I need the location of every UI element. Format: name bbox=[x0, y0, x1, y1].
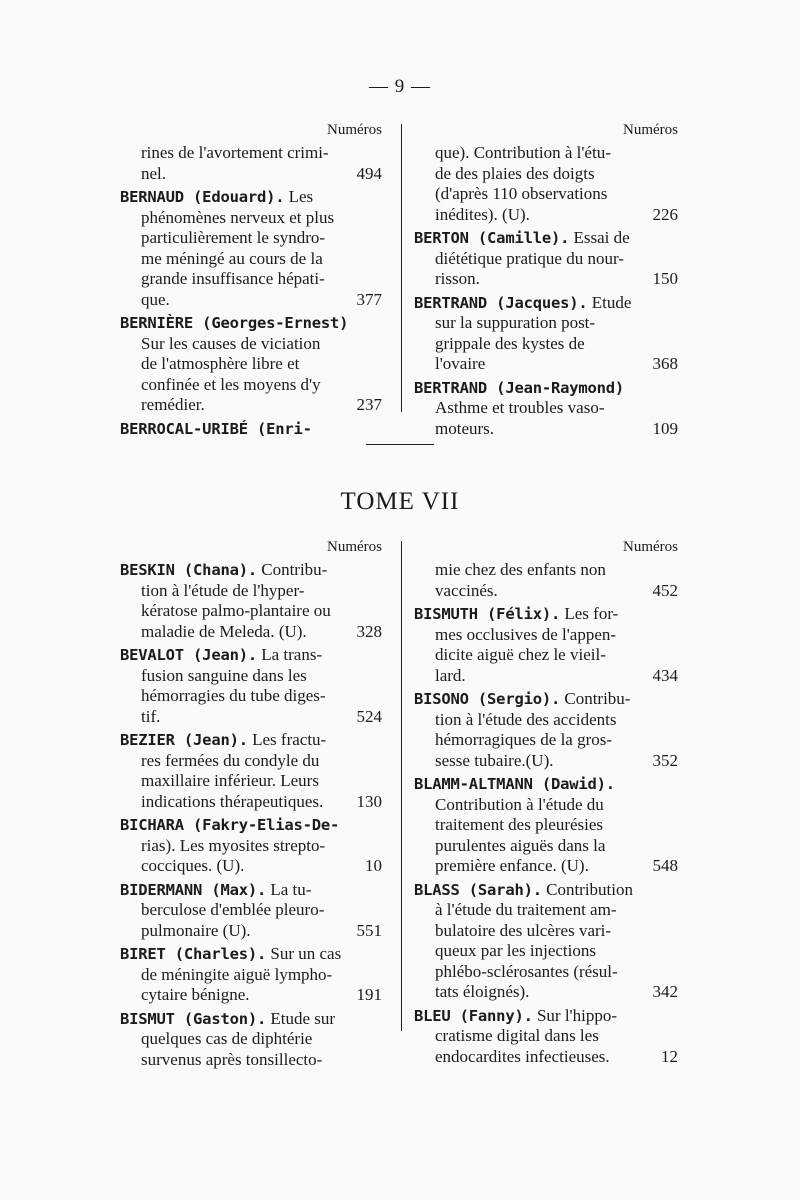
index-entry bbox=[414, 228, 678, 290]
section2-right-column bbox=[414, 539, 678, 1070]
index-entry bbox=[414, 560, 678, 601]
entry-number: 368 bbox=[652, 354, 678, 373]
index-entry bbox=[414, 880, 678, 1003]
entry-text: nel. bbox=[141, 163, 167, 183]
column-heading: Numéros bbox=[623, 122, 678, 138]
index-entry bbox=[120, 560, 382, 642]
tome-heading: TOME VII bbox=[340, 488, 460, 515]
entry-text: confinée et les moyens d'y bbox=[141, 374, 321, 394]
entry-text: remédier. bbox=[141, 395, 205, 414]
entry-text: tion à l'étude de l'hyper- bbox=[141, 580, 305, 600]
entry-text: Les bbox=[284, 187, 314, 206]
entry-text: res fermées du condyle du bbox=[141, 750, 320, 770]
entry-text: me méningé au cours de la bbox=[141, 248, 323, 268]
entry-text: cytaire bénigne. bbox=[141, 985, 250, 1004]
entry-text: pulmonaire (U). bbox=[141, 920, 251, 940]
entry-text: mie chez des enfants non bbox=[435, 560, 606, 579]
entry-text: diététique pratique du nour- bbox=[435, 248, 624, 268]
entry-text: (d'après 110 observations bbox=[435, 184, 608, 203]
entry-text: tion à l'étude des accidents bbox=[435, 709, 617, 729]
entry-text: rias). Les myosites strepto- bbox=[141, 835, 326, 855]
author-name: BISMUT (Gaston). bbox=[120, 1009, 267, 1028]
entry-text: de l'atmosphère libre et bbox=[141, 354, 300, 373]
entry-text: hémorragiques de la gros- bbox=[435, 730, 613, 749]
entry-number: 10 bbox=[365, 856, 382, 875]
entry-text: Etude sur bbox=[266, 1008, 336, 1028]
entry-text: survenus après tonsillecto- bbox=[141, 1049, 323, 1069]
column-heading: Numéros bbox=[623, 539, 678, 555]
entry-number: 548 bbox=[652, 856, 678, 875]
entry-text: cocciques. (U). bbox=[141, 856, 245, 875]
entry-text: La tu- bbox=[266, 879, 312, 899]
entry-text: tif. bbox=[141, 706, 161, 726]
section1-column-divider bbox=[401, 124, 402, 412]
author-name: BERTRAND (Jean-Raymond) bbox=[414, 378, 625, 397]
column-heading: Numéros bbox=[327, 122, 382, 138]
entry-text: vaccinés. bbox=[435, 580, 498, 600]
author-name: BISONO (Sergio). bbox=[414, 690, 561, 708]
entry-text: grande insuffisance hépati- bbox=[141, 269, 325, 288]
entry-text: Les for- bbox=[560, 604, 619, 623]
entry-text: bulatoire des ulcères vari- bbox=[435, 920, 612, 940]
section2-column-divider bbox=[401, 541, 402, 1031]
index-entry bbox=[414, 689, 678, 771]
index-entry bbox=[120, 1009, 382, 1071]
entry-text: purulentes aiguës dans la bbox=[435, 835, 606, 855]
entry-text: que. bbox=[141, 289, 170, 309]
entry-text: endocardites infectieuses. bbox=[435, 1046, 610, 1066]
index-entry bbox=[414, 293, 678, 375]
author-name: BERTRAND (Jacques). bbox=[414, 293, 588, 312]
entry-text: sesse tubaire.(U). bbox=[435, 750, 554, 770]
index-entry bbox=[120, 645, 382, 727]
author-name: BERTON (Camille). bbox=[414, 229, 570, 247]
entry-text: kératose palmo-plantaire ou bbox=[141, 601, 331, 620]
entry-text: maxillaire inférieur. Leurs bbox=[141, 771, 319, 790]
entry-number: 237 bbox=[356, 395, 382, 414]
author-name: BEZIER (Jean). bbox=[120, 731, 248, 749]
entry-text: Contribution à l'étude du bbox=[435, 794, 604, 814]
entry-text: de des plaies des doigts bbox=[435, 163, 595, 183]
author-name: BIDERMANN (Max). bbox=[120, 880, 267, 899]
entry-text: hémorragies du tube diges- bbox=[141, 686, 326, 705]
entry-number: 328 bbox=[356, 621, 382, 641]
entry-number: 434 bbox=[652, 665, 678, 685]
entry-text: Contribution bbox=[541, 879, 634, 899]
index-entry bbox=[120, 880, 382, 942]
entry-text: La trans- bbox=[256, 645, 323, 664]
entry-text: queux par les injections bbox=[435, 941, 596, 960]
section1-left-column bbox=[120, 122, 382, 442]
entry-text: moteurs. bbox=[435, 418, 495, 438]
entry-text: lard. bbox=[435, 665, 466, 685]
column-heading: Numéros bbox=[327, 539, 382, 555]
author-name: BERNAUD (Edouard). bbox=[120, 188, 285, 206]
entry-text: Les fractu- bbox=[247, 730, 327, 749]
index-entry bbox=[120, 143, 382, 184]
author-name: BLEU (Fanny). bbox=[414, 1006, 533, 1025]
entry-number: 130 bbox=[356, 791, 382, 811]
index-entry bbox=[414, 1006, 678, 1068]
entry-text: rines de l'avortement crimi- bbox=[141, 143, 329, 162]
entry-number: 524 bbox=[356, 706, 382, 726]
entry-number: 226 bbox=[652, 204, 678, 224]
entry-text: indications thérapeutiques. bbox=[141, 791, 324, 811]
entry-text: risson. bbox=[435, 269, 480, 288]
index-entry bbox=[414, 604, 678, 686]
entry-number: 342 bbox=[652, 982, 678, 1001]
author-name: BLASS (Sarah). bbox=[414, 880, 542, 899]
author-name: BLAMM-ALTMANN (Dawid). bbox=[414, 775, 615, 793]
entry-text: Sur un cas bbox=[266, 944, 342, 963]
entry-text: Sur les causes de viciation bbox=[141, 333, 321, 353]
section2-left-column bbox=[120, 539, 382, 1073]
entry-text: première enfance. (U). bbox=[435, 856, 589, 875]
entry-number: 551 bbox=[356, 920, 382, 940]
author-name: BEVALOT (Jean). bbox=[120, 646, 257, 664]
entry-text: Sur l'hippo- bbox=[532, 1005, 618, 1025]
author-name: BERNIÈRE (Georges-Ernest) bbox=[120, 314, 349, 332]
entry-text: que). Contribution à l'étu- bbox=[435, 143, 611, 162]
author-name: BERROCAL-URIBÉ (Enri- bbox=[120, 419, 312, 438]
entry-text: cratisme digital dans les bbox=[435, 1026, 599, 1045]
author-name: BIRET (Charles). bbox=[120, 945, 267, 963]
entry-number: 494 bbox=[356, 163, 382, 183]
entry-text: mes occlusives de l'appen- bbox=[435, 624, 617, 644]
entry-number: 12 bbox=[661, 1046, 678, 1066]
entry-text: Contribu- bbox=[560, 689, 631, 708]
index-entry bbox=[120, 944, 382, 1006]
section1-right-column bbox=[414, 122, 678, 442]
entry-text: maladie de Meleda. (U). bbox=[141, 621, 307, 641]
entry-number: 452 bbox=[652, 580, 678, 600]
entry-text: Essai de bbox=[569, 228, 630, 247]
index-entry bbox=[120, 815, 382, 877]
entry-number: 352 bbox=[652, 750, 678, 770]
page-number: — 9 — bbox=[369, 76, 431, 97]
entry-text: sur la suppuration post- bbox=[435, 313, 596, 332]
entry-text: dicite aiguë chez le vieil- bbox=[435, 645, 606, 664]
index-entry bbox=[414, 774, 678, 877]
author-name: BICHARA (Fakry-Elias-De- bbox=[120, 816, 340, 834]
entry-text: l'ovaire bbox=[435, 354, 486, 373]
entry-number: 150 bbox=[652, 269, 678, 288]
entry-text: grippale des kystes de bbox=[435, 333, 585, 353]
entry-text: Etude bbox=[587, 292, 632, 312]
entry-text: quelques cas de diphtérie bbox=[141, 1029, 313, 1048]
index-entry bbox=[414, 143, 678, 225]
entry-text: fusion sanguine dans les bbox=[141, 665, 307, 685]
author-name: BESKIN (Chana). bbox=[120, 561, 257, 579]
entry-text: Asthme et troubles vaso- bbox=[435, 398, 605, 417]
entry-text: inédites). (U). bbox=[435, 204, 530, 224]
section-divider bbox=[366, 444, 434, 445]
entry-number: 191 bbox=[356, 985, 382, 1004]
entry-text: traitement des pleurésies bbox=[435, 815, 604, 834]
entry-text: à l'étude du traitement am- bbox=[435, 900, 617, 919]
index-entry bbox=[120, 419, 382, 440]
author-name: BISMUTH (Félix). bbox=[414, 605, 561, 623]
index-entry bbox=[414, 378, 678, 440]
entry-text: Contribu- bbox=[256, 560, 328, 579]
index-entry bbox=[120, 187, 382, 310]
entry-text: berculose d'emblée pleuro- bbox=[141, 900, 325, 919]
entry-text: de méningite aiguë lympho- bbox=[141, 964, 333, 984]
index-entry bbox=[120, 313, 382, 416]
entry-number: 109 bbox=[652, 418, 678, 438]
entry-text: particulièrement le syndro- bbox=[141, 228, 326, 247]
entry-text: phlébo-sclérosantes (résul- bbox=[435, 961, 618, 981]
entry-text: tats éloignés). bbox=[435, 982, 530, 1001]
index-entry bbox=[120, 730, 382, 812]
entry-number: 377 bbox=[356, 289, 382, 309]
entry-text: phénomènes nerveux et plus bbox=[141, 207, 335, 227]
